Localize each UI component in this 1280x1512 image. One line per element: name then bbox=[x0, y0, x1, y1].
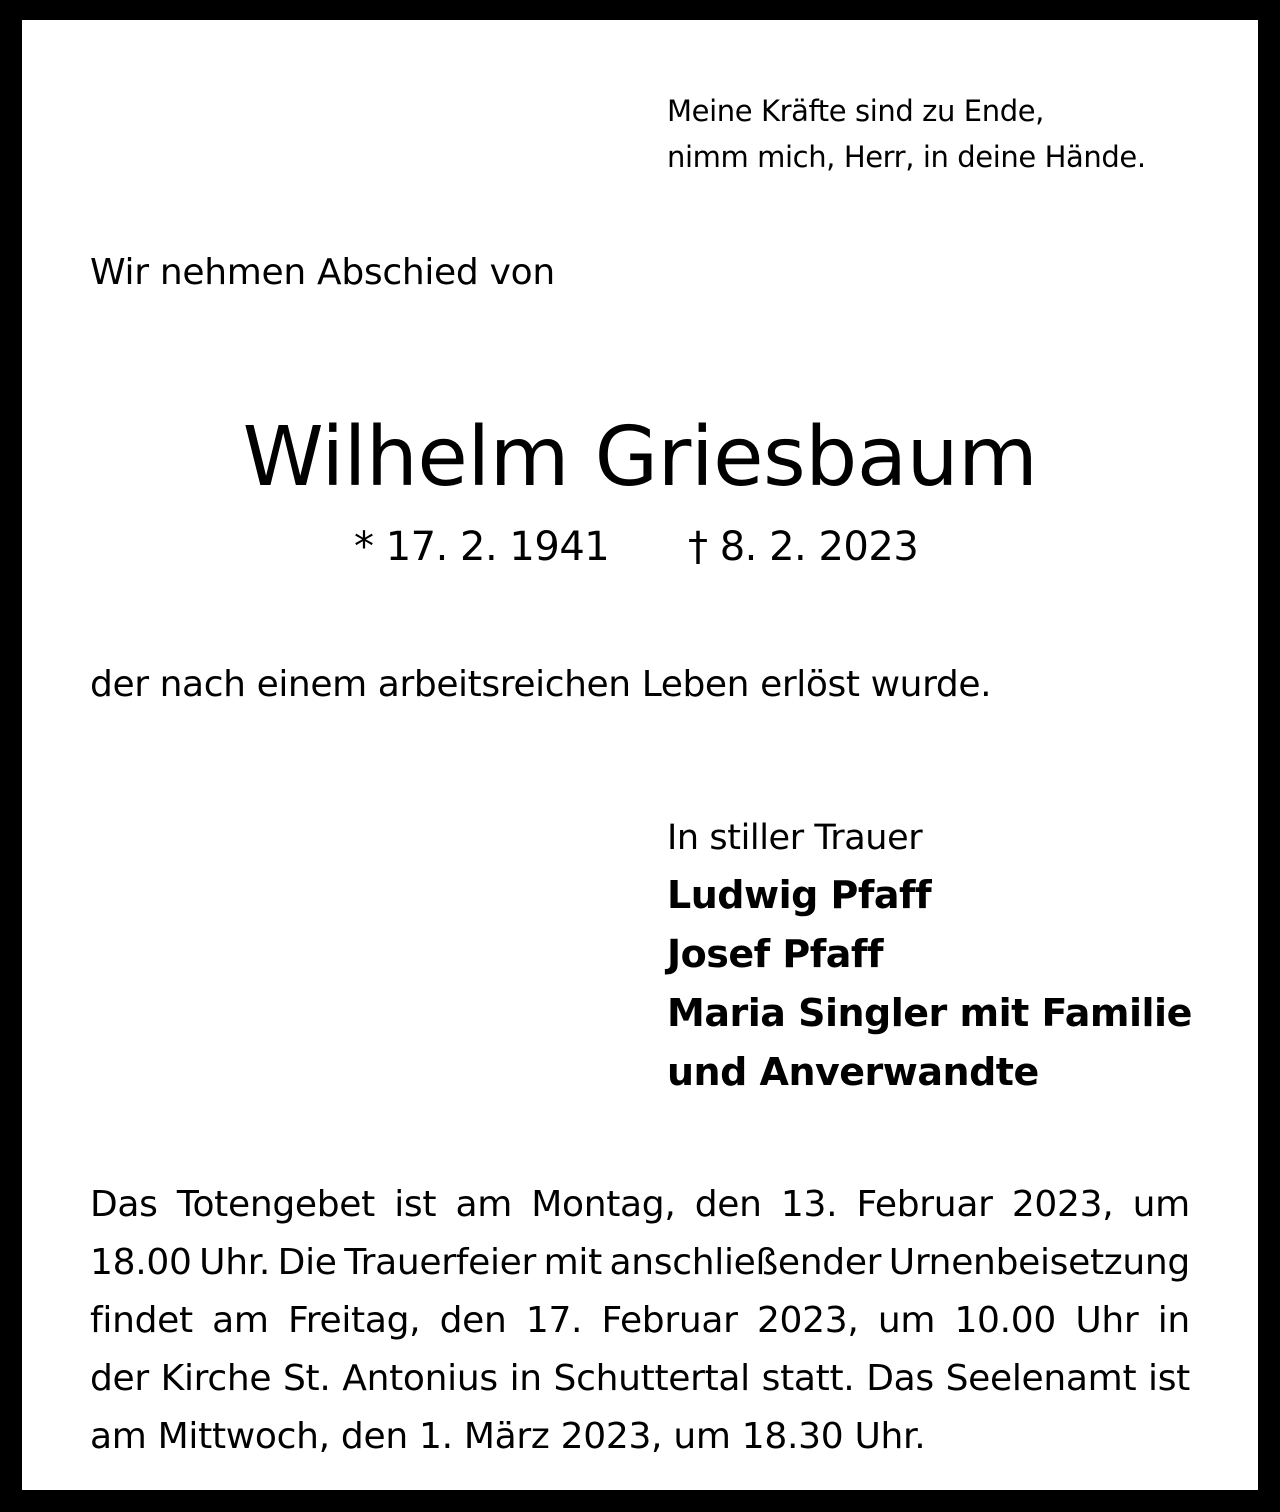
farewell-intro: Wir nehmen Abschied von bbox=[90, 252, 555, 293]
service-word: der bbox=[90, 1358, 149, 1399]
service-word: Das bbox=[90, 1184, 158, 1225]
service-word: Schuttertal bbox=[553, 1358, 750, 1399]
service-word: mit bbox=[543, 1242, 602, 1283]
obituary-notice bbox=[22, 20, 1258, 1490]
mourner-name: Maria Singler mit Familie bbox=[667, 991, 1192, 1035]
service-word: den bbox=[439, 1300, 507, 1341]
service-word: Trauerfeier bbox=[344, 1242, 537, 1283]
service-word: um bbox=[877, 1300, 936, 1341]
service-word: Antonius bbox=[342, 1358, 498, 1399]
mourners-block bbox=[667, 810, 1192, 1102]
service-word: am bbox=[212, 1300, 269, 1341]
deceased-name: Wilhelm Griesbaum bbox=[242, 410, 1038, 505]
service-word: den bbox=[694, 1184, 762, 1225]
service-word: Freitag, bbox=[287, 1300, 421, 1341]
service-word: ist bbox=[394, 1184, 437, 1225]
service-word: ist bbox=[1148, 1358, 1190, 1399]
service-word: 13. bbox=[780, 1184, 838, 1225]
service-word: Montag, bbox=[531, 1184, 676, 1225]
service-word: Totengebet bbox=[176, 1184, 375, 1225]
death-date: † 8. 2. 2023 bbox=[688, 524, 919, 570]
service-word: Urnenbeisetzung bbox=[888, 1242, 1190, 1283]
service-word: findet bbox=[90, 1300, 193, 1341]
service-word: am bbox=[455, 1184, 512, 1225]
service-word: um bbox=[1132, 1184, 1190, 1225]
service-details bbox=[90, 1176, 1190, 1466]
service-word: 2023, bbox=[756, 1300, 859, 1341]
mourner-name: Ludwig Pfaff bbox=[667, 873, 932, 917]
service-word: 17. bbox=[525, 1300, 583, 1341]
mourner-name: Josef Pfaff bbox=[667, 932, 883, 976]
service-line bbox=[90, 1292, 1190, 1350]
service-word: Februar bbox=[856, 1184, 993, 1225]
mourner-name: und Anverwandte bbox=[667, 1050, 1039, 1094]
service-word: 10.00 bbox=[954, 1300, 1056, 1341]
service-line bbox=[90, 1350, 1190, 1408]
mourning-lead: In stiller Trauer bbox=[667, 818, 923, 858]
birth-date: * 17. 2. 1941 bbox=[354, 524, 610, 570]
service-word: anschließender bbox=[609, 1242, 882, 1283]
service-word: Die bbox=[277, 1242, 337, 1283]
service-word: Kirche bbox=[160, 1358, 272, 1399]
epigraph-line: nimm mich, Herr, in deine Hände. bbox=[667, 140, 1146, 174]
service-word: Februar bbox=[601, 1300, 738, 1341]
service-word: Seelenamt bbox=[945, 1358, 1137, 1399]
service-word: Uhr. bbox=[199, 1242, 271, 1283]
service-word: in bbox=[509, 1358, 542, 1399]
service-word: 18.00 bbox=[90, 1242, 192, 1283]
tribute-text: der nach einem arbeitsreichen Leben erlöst wurde. bbox=[90, 664, 992, 705]
service-word: St. bbox=[282, 1358, 331, 1399]
epigraph-line: Meine Kräfte sind zu Ende, bbox=[667, 94, 1044, 128]
service-word: Uhr bbox=[1075, 1300, 1139, 1341]
service-word: statt. bbox=[761, 1358, 855, 1399]
service-line: am Mittwoch, den 1. März 2023, um 18.30 Uhr. bbox=[90, 1416, 926, 1457]
epigraph-quote bbox=[667, 88, 1146, 180]
service-word: in bbox=[1157, 1300, 1190, 1341]
service-word: 2023, bbox=[1011, 1184, 1114, 1225]
service-line bbox=[90, 1176, 1190, 1234]
service-line bbox=[90, 1234, 1190, 1292]
service-word: Das bbox=[866, 1358, 934, 1399]
